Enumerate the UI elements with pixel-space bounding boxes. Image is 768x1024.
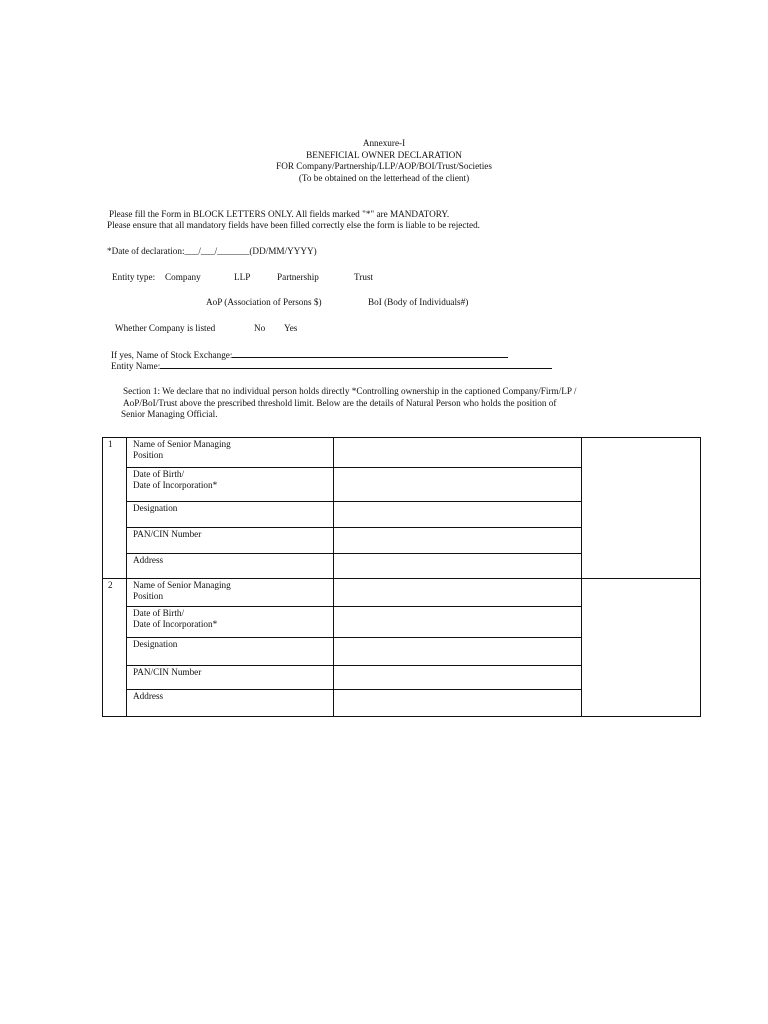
name-input-cell[interactable] xyxy=(334,438,582,468)
designation-input-cell[interactable] xyxy=(334,638,582,666)
document-heading xyxy=(0,138,768,184)
address-input-cell[interactable] xyxy=(334,554,582,579)
field-label-line: PAN/CIN Number xyxy=(133,667,202,677)
field-label-line: Address xyxy=(133,555,164,565)
photo-signature-cell[interactable] xyxy=(582,438,701,579)
table-row xyxy=(103,579,701,607)
instruction-mandatory: Please ensure that all mandatory fields have been filled correctly else the form is liable to be rejected. xyxy=(107,220,480,230)
designation-input-cell[interactable] xyxy=(334,502,582,528)
field-label-designation xyxy=(127,502,334,528)
field-label-line: Date of Birth/ xyxy=(133,469,185,479)
field-label-pan xyxy=(127,528,334,554)
field-label-designation xyxy=(127,638,334,666)
section-1-line-1: Section 1: We declare that no individual person holds directly *Controlling ownership in the captioned Company/Firm/LP / xyxy=(123,386,577,396)
field-label-line: Name of Senior Managing xyxy=(133,439,231,449)
section-1-line-2: AoP/BoI/Trust above the prescribed threshold limit. Below are the details of Natural Person who holds the position of xyxy=(123,397,557,408)
entity-option-aop[interactable]: AoP (Association of Persons $) xyxy=(206,297,322,307)
entity-option-boi[interactable]: BoI (Body of Individuals#) xyxy=(368,297,469,307)
company-listed-label: Whether Company is listed xyxy=(115,323,216,333)
field-label-name xyxy=(127,438,334,468)
field-label-dob xyxy=(127,607,334,638)
stock-exchange-blank[interactable] xyxy=(232,349,508,358)
row-number: 2 xyxy=(103,579,127,717)
field-label-dob xyxy=(127,468,334,502)
field-label-line: Date of Incorporation* xyxy=(133,480,218,491)
row-number: 1 xyxy=(103,438,127,579)
field-label-line: Designation xyxy=(133,503,178,513)
field-label-line: Designation xyxy=(133,639,178,649)
dob-input-cell[interactable] xyxy=(334,607,582,638)
field-label-line: Name of Senior Managing xyxy=(133,580,231,590)
entity-name-blank[interactable] xyxy=(160,360,552,369)
table-row xyxy=(103,438,701,468)
field-label-line: Address xyxy=(133,691,164,701)
name-input-cell[interactable] xyxy=(334,579,582,607)
field-label-pan xyxy=(127,666,334,690)
dob-input-cell[interactable] xyxy=(334,468,582,502)
field-label-line: Position xyxy=(133,450,164,461)
entity-option-llp[interactable]: LLP xyxy=(234,272,251,282)
section-1-declaration xyxy=(111,386,681,421)
field-label-line: PAN/CIN Number xyxy=(133,529,202,539)
listed-option-no[interactable]: No xyxy=(254,323,266,333)
field-label-line: Date of Birth/ xyxy=(133,608,185,618)
declaration-title: BENEFICIAL OWNER DECLARATION xyxy=(306,149,462,160)
field-label-name xyxy=(127,579,334,607)
entity-name-label: Entity Name: xyxy=(111,361,161,371)
applicable-entities: FOR Company/Partnership/LLP/AOP/BOI/Trust/Societies xyxy=(276,161,492,172)
entity-option-company[interactable]: Company xyxy=(165,272,201,282)
field-label-line: Position xyxy=(133,591,164,602)
entity-type-label: Entity type: xyxy=(112,272,156,282)
pan-input-cell[interactable] xyxy=(334,528,582,554)
annexure-label: Annexure-I xyxy=(362,138,406,148)
letterhead-note: (To be obtained on the letterhead of the client) xyxy=(298,172,470,183)
photo-signature-cell[interactable] xyxy=(582,579,701,717)
pan-input-cell[interactable] xyxy=(334,666,582,690)
field-label-address xyxy=(127,554,334,579)
instruction-block-letters: Please fill the Form in BLOCK LETTERS ONLY. All fields marked "*" are MANDATORY. xyxy=(109,209,450,219)
entity-option-partnership[interactable]: Partnership xyxy=(277,272,319,282)
entity-option-trust[interactable]: Trust xyxy=(354,272,374,282)
field-label-address xyxy=(127,690,334,717)
address-input-cell[interactable] xyxy=(334,690,582,717)
listed-option-yes[interactable]: Yes xyxy=(284,323,298,333)
section-1-line-3: Senior Managing Official. xyxy=(121,409,218,419)
field-label-line: Date of Incorporation* xyxy=(133,619,218,630)
entity-name-field[interactable] xyxy=(111,360,552,373)
senior-managing-official-table xyxy=(102,437,701,717)
stock-exchange-label: If yes, Name of Stock Exchange: xyxy=(111,350,233,360)
date-of-declaration-field[interactable]: *Date of declaration:___/___/_______(DD/MM/YYYY) xyxy=(107,246,317,256)
